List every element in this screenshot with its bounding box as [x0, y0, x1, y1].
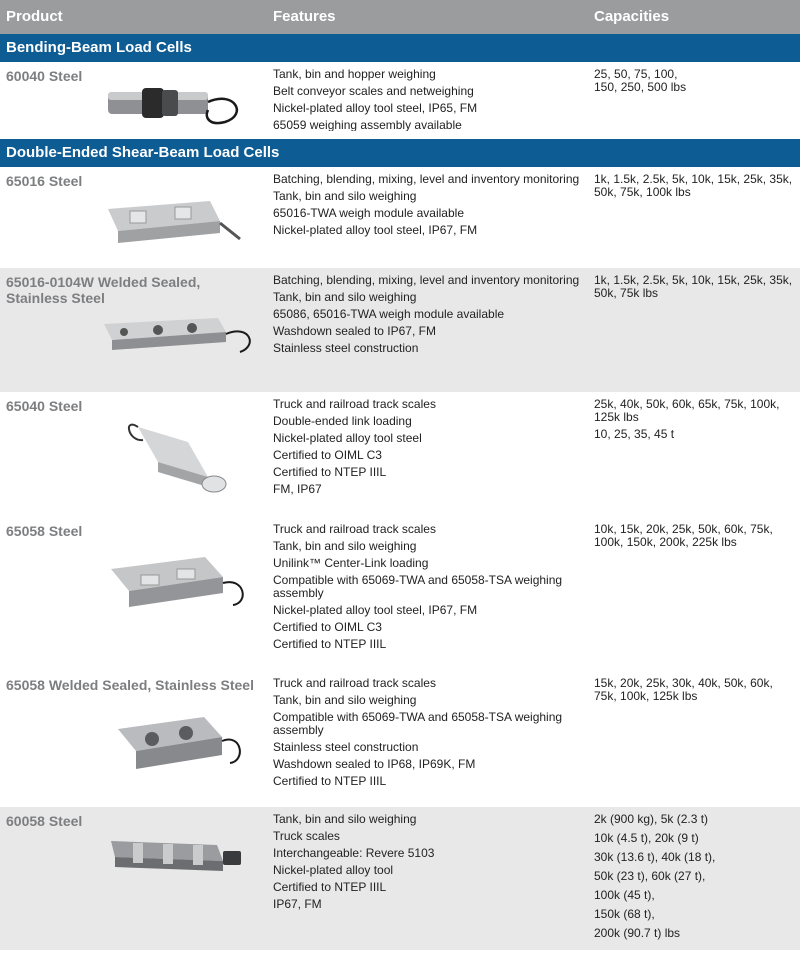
product-name: 65040 Steel — [6, 398, 83, 414]
capacities-list — [594, 173, 794, 199]
feature-item: Tank, bin and silo weighing — [273, 693, 417, 707]
load-cell-image — [118, 412, 238, 502]
capacity-item: 150, 250, 500 lbs — [594, 80, 687, 94]
capacity-item: 1k, 1.5k, 2.5k, 5k, 10k, 15k, 25k, 35k, 50k, 75k, 100k lbs — [594, 172, 793, 199]
load-cell-image — [105, 829, 250, 889]
feature-item: Certified to NTEP IIIL — [273, 637, 387, 651]
capacities-list — [594, 274, 794, 300]
capacity-item: 10k (4.5 t), 20k (9 t) — [594, 831, 699, 845]
feature-item: Truck and railroad track scales — [273, 522, 436, 536]
capacities-list — [594, 68, 794, 94]
product-row-65016 — [0, 167, 800, 268]
feature-item: IP67, FM — [273, 897, 322, 911]
capacity-item: 2k (900 kg), 5k (2.3 t) — [594, 812, 709, 826]
feature-item: Tank, bin and silo weighing — [273, 290, 417, 304]
feature-item: Batching, blending, mixing, level and inventory monitoring — [273, 273, 580, 287]
capacity-item: 30k (13.6 t), 40k (18 t), — [594, 850, 716, 864]
feature-item: Tank, bin and hopper weighing — [273, 67, 436, 81]
feature-item: Truck scales — [273, 829, 340, 843]
features-list — [273, 274, 588, 359]
feature-item: Double-ended link loading — [273, 414, 412, 428]
capacity-item: 50k (23 t), 60k (27 t), — [594, 869, 706, 883]
header-capacities: Capacities — [594, 8, 670, 25]
features-list — [273, 813, 588, 915]
feature-item: 65059 weighing assembly available — [273, 118, 462, 131]
capacity-item: 10k, 15k, 20k, 25k, 50k, 60k, 75k, 100k, 150k, 200k, 225k lbs — [594, 522, 773, 549]
product-row-60040 — [0, 62, 800, 131]
product-name: 60058 Steel — [6, 813, 83, 829]
feature-item: Tank, bin and silo weighing — [273, 812, 417, 826]
feature-item: Truck and railroad track scales — [273, 397, 436, 411]
features-list — [273, 398, 588, 500]
table-header — [0, 0, 800, 34]
feature-item: Stainless steel construction — [273, 341, 419, 355]
feature-item: Tank, bin and silo weighing — [273, 189, 417, 203]
product-row-65058-welded — [0, 671, 800, 807]
capacity-item: 10, 25, 35, 45 t — [594, 427, 675, 441]
load-cell-image — [100, 310, 260, 360]
header-features: Features — [273, 8, 336, 25]
product-name: 60040 Steel — [6, 68, 83, 84]
feature-item: Certified to OIML C3 — [273, 620, 382, 634]
feature-item: 65086, 65016-TWA weigh module available — [273, 307, 505, 321]
load-cell-image — [105, 547, 250, 617]
feature-item: Compatible with 65069-TWA and 65058-TSA weighing assembly — [273, 573, 563, 600]
capacities-list — [594, 398, 794, 445]
capacities-list — [594, 813, 794, 946]
feature-item: Nickel-plated alloy tool steel — [273, 431, 422, 445]
capacity-item: 15k, 20k, 25k, 30k, 40k, 50k, 60k, 75k, 100k, 125k lbs — [594, 676, 773, 703]
product-name: 65058 Steel — [6, 523, 83, 539]
capacity-item: 25k, 40k, 50k, 60k, 65k, 75k, 100k, 125k lbs — [594, 397, 780, 424]
feature-item: Tank, bin and silo weighing — [273, 539, 417, 553]
feature-item: Certified to NTEP IIIL — [273, 774, 387, 788]
feature-item: Stainless steel construction — [273, 740, 419, 754]
features-list — [273, 68, 588, 131]
product-name: 65058 Welded Sealed, Stainless Steel — [6, 677, 254, 693]
feature-item: Certified to NTEP IIIL — [273, 465, 387, 479]
load-cell-image — [100, 80, 250, 130]
feature-item: Belt conveyor scales and netweighing — [273, 84, 474, 98]
capacities-list — [594, 523, 794, 549]
product-name: 65016-0104W Welded Sealed, Stainless Steel — [6, 274, 201, 306]
feature-item: Batching, blending, mixing, level and inventory monitoring — [273, 172, 580, 186]
section-double-ended-shear-beam: Double-Ended Shear-Beam Load Cells — [0, 139, 800, 167]
feature-item: Unilink™ Center-Link loading — [273, 556, 429, 570]
feature-item: Washdown sealed to IP68, IP69K, FM — [273, 757, 476, 771]
capacity-item: 200k (90.7 t) lbs — [594, 926, 681, 940]
product-name: 65016 Steel — [6, 173, 83, 189]
product-row-65040 — [0, 392, 800, 517]
feature-item: 65016-TWA weigh module available — [273, 206, 464, 220]
capacity-item: 1k, 1.5k, 2.5k, 5k, 10k, 15k, 25k, 35k, 50k, 75k lbs — [594, 273, 793, 300]
load-cell-image — [112, 709, 247, 779]
feature-item: Nickel-plated alloy tool steel, IP67, FM — [273, 223, 478, 237]
product-row-65058 — [0, 517, 800, 671]
section-bending-beam: Bending-Beam Load Cells — [0, 34, 800, 62]
feature-item: Compatible with 65069-TWA and 65058-TSA weighing assembly — [273, 710, 563, 737]
feature-item: Nickel-plated alloy tool — [273, 863, 394, 877]
capacity-item: 100k (45 t), — [594, 888, 655, 902]
feature-item: Nickel-plated alloy tool steel, IP65, FM — [273, 101, 478, 115]
load-cell-image — [100, 189, 250, 249]
feature-item: FM, IP67 — [273, 482, 322, 496]
feature-item: Certified to OIML C3 — [273, 448, 382, 462]
feature-item: Nickel-plated alloy tool steel, IP67, FM — [273, 603, 478, 617]
product-row-60058 — [0, 807, 800, 950]
capacity-item: 150k (68 t), — [594, 907, 655, 921]
product-row-65016-0104W — [0, 268, 800, 392]
header-product: Product — [6, 8, 63, 25]
features-list — [273, 173, 588, 241]
features-list — [273, 523, 588, 655]
capacities-list — [594, 677, 794, 703]
feature-item: Interchangeable: Revere 5103 — [273, 846, 435, 860]
feature-item: Washdown sealed to IP67, FM — [273, 324, 436, 338]
feature-item: Certified to NTEP IIIL — [273, 880, 387, 894]
capacity-item: 25, 50, 75, 100, — [594, 67, 678, 81]
feature-item: Truck and railroad track scales — [273, 676, 436, 690]
features-list — [273, 677, 588, 792]
